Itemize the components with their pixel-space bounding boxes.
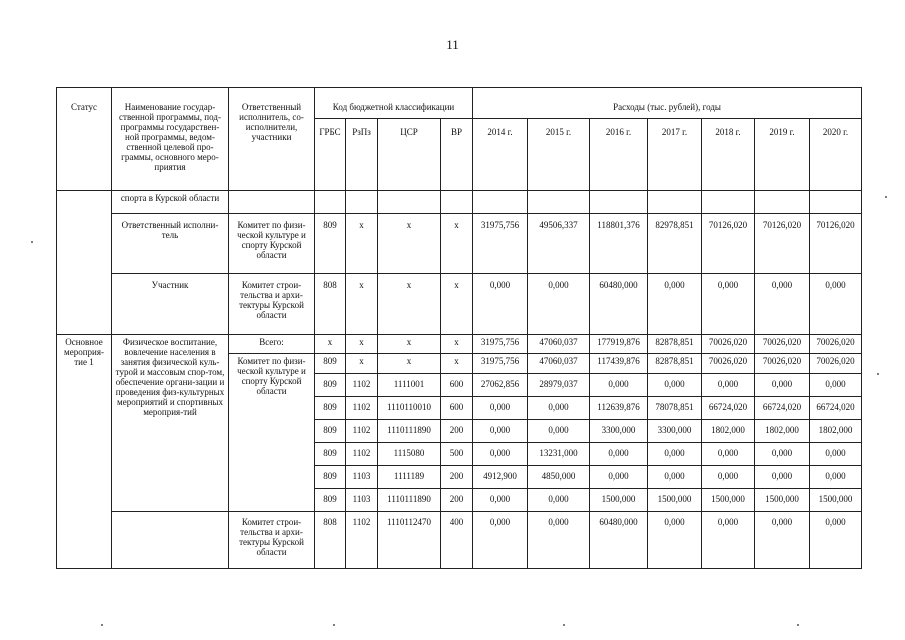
value-cell: 28979,037 — [528, 374, 590, 397]
rzpz-cell: 1103 — [346, 465, 378, 488]
csr-cell: х — [378, 354, 441, 374]
value-cell: 0,000 — [810, 465, 862, 488]
value-cell: 0,000 — [473, 488, 528, 511]
grbs-cell: 808 — [315, 274, 346, 334]
table-row — [57, 191, 862, 214]
value-cell: 0,000 — [702, 442, 755, 465]
value-cell: 1500,000 — [810, 488, 862, 511]
value-cell: 0,000 — [810, 274, 862, 334]
header-grbs: ГРБС — [315, 119, 346, 191]
value-cell: 47060,037 — [528, 334, 590, 354]
budget-table — [56, 87, 862, 569]
value-cell: 1802,000 — [755, 420, 810, 443]
csr-cell: 1110110010 — [378, 397, 441, 420]
table-row — [57, 274, 862, 334]
grbs-cell: 809 — [315, 374, 346, 397]
csr-cell: 1110111890 — [378, 420, 441, 443]
value-cell: 0,000 — [528, 488, 590, 511]
rzpz-cell: 1102 — [346, 442, 378, 465]
vr-cell: 500 — [441, 442, 473, 465]
empty-cell — [528, 191, 590, 214]
value-cell: 0,000 — [648, 274, 702, 334]
scan-speck — [31, 241, 33, 243]
vr-cell: 200 — [441, 465, 473, 488]
value-cell: 70026,020 — [755, 354, 810, 374]
rzpz-cell: 1103 — [346, 488, 378, 511]
scan-speck — [333, 624, 335, 626]
empty-cell — [590, 191, 648, 214]
value-cell: 0,000 — [648, 511, 702, 568]
value-cell: 3300,000 — [648, 420, 702, 443]
csr-cell: 1115080 — [378, 442, 441, 465]
value-cell: 47060,037 — [528, 354, 590, 374]
vr-cell: х — [441, 274, 473, 334]
table-row — [57, 334, 862, 354]
value-cell: 0,000 — [528, 274, 590, 334]
value-cell: 13231,000 — [528, 442, 590, 465]
status-cell-empty — [57, 191, 112, 335]
value-cell: 78078,851 — [648, 397, 702, 420]
empty-cell — [229, 191, 315, 214]
name-cell: Ответственный исполни-тель — [112, 213, 229, 273]
value-cell: 1500,000 — [590, 488, 648, 511]
rzpz-cell: 1102 — [346, 420, 378, 443]
header-vr: ВР — [441, 119, 473, 191]
value-cell: 31975,756 — [473, 334, 528, 354]
value-cell: 27062,856 — [473, 374, 528, 397]
value-cell: 66724,020 — [810, 397, 862, 420]
rzpz-cell: х — [346, 213, 378, 273]
executor-cell: Комитет строи-тельства и архи-тектуры Курской области — [229, 274, 315, 334]
name-cell-empty — [112, 511, 229, 568]
value-cell: 0,000 — [473, 511, 528, 568]
header-code-group: Код бюджетной классификации — [315, 88, 473, 119]
value-cell: 4850,000 — [528, 465, 590, 488]
executor-cell: Всего: — [229, 334, 315, 354]
header-expenses-group: Расходы (тыс. рублей), годы — [473, 88, 862, 119]
empty-cell — [315, 191, 346, 214]
csr-cell: х — [378, 334, 441, 354]
empty-cell — [702, 191, 755, 214]
csr-cell: х — [378, 274, 441, 334]
value-cell: 0,000 — [702, 374, 755, 397]
value-cell: 60480,000 — [590, 511, 648, 568]
scan-speck — [797, 624, 799, 626]
vr-cell: 600 — [441, 374, 473, 397]
name-cell: Физическое воспитание, вовлечение населения в занятия физической куль-турой и массовым спор-том, обеспечение органи-зации и проведения физ-культурных мероприятий и спортивных мероприя-тий — [112, 334, 229, 511]
value-cell: 1500,000 — [702, 488, 755, 511]
value-cell: 70026,020 — [810, 354, 862, 374]
value-cell: 1500,000 — [648, 488, 702, 511]
header-year: 2018 г. — [702, 119, 755, 191]
rzpz-cell: х — [346, 354, 378, 374]
value-cell: 0,000 — [473, 274, 528, 334]
value-cell: 1500,000 — [755, 488, 810, 511]
grbs-cell: 809 — [315, 465, 346, 488]
grbs-cell: 809 — [315, 397, 346, 420]
value-cell: 0,000 — [755, 374, 810, 397]
value-cell: 0,000 — [702, 465, 755, 488]
rzpz-cell: 1102 — [346, 511, 378, 568]
vr-cell: 200 — [441, 420, 473, 443]
value-cell: 0,000 — [528, 511, 590, 568]
executor-cell: Комитет строи-тельства и архи-тектуры Курской области — [229, 511, 315, 568]
value-cell: 177919,876 — [590, 334, 648, 354]
rzpz-cell: х — [346, 274, 378, 334]
value-cell: 70126,020 — [702, 213, 755, 273]
rzpz-cell: х — [346, 334, 378, 354]
value-cell: 66724,020 — [702, 397, 755, 420]
value-cell: 0,000 — [755, 274, 810, 334]
value-cell: 0,000 — [755, 442, 810, 465]
value-cell: 82878,851 — [648, 354, 702, 374]
scan-speck — [877, 373, 879, 375]
grbs-cell: 809 — [315, 442, 346, 465]
csr-cell: 1111001 — [378, 374, 441, 397]
header-executor: Ответственный исполнитель, со-исполнители, участники — [229, 88, 315, 191]
value-cell: 0,000 — [810, 442, 862, 465]
grbs-cell: 808 — [315, 511, 346, 568]
value-cell: 0,000 — [528, 397, 590, 420]
value-cell: 0,000 — [590, 442, 648, 465]
value-cell: 0,000 — [810, 511, 862, 568]
scan-speck — [563, 624, 565, 626]
vr-cell: 600 — [441, 397, 473, 420]
page-number: 11 — [446, 37, 459, 52]
csr-cell: 1110111890 — [378, 488, 441, 511]
header-year: 2014 г. — [473, 119, 528, 191]
value-cell: 117439,876 — [590, 354, 648, 374]
value-cell: 0,000 — [648, 442, 702, 465]
table-row — [57, 511, 862, 568]
name-cell: Участник — [112, 274, 229, 334]
value-cell: 0,000 — [702, 274, 755, 334]
value-cell: 3300,000 — [590, 420, 648, 443]
empty-cell — [378, 191, 441, 214]
header-name: Наименование государ-ственной программы, под-программы государствен-ной программы, ведом-ственной целевой про-граммы, основного меро-приятия — [112, 88, 229, 191]
header-year: 2017 г. — [648, 119, 702, 191]
value-cell: 82878,851 — [648, 334, 702, 354]
rzpz-cell: 1102 — [346, 374, 378, 397]
value-cell: 0,000 — [648, 465, 702, 488]
vr-cell: х — [441, 213, 473, 273]
scan-speck — [885, 196, 887, 198]
name-cell: спорта в Курской области — [112, 191, 229, 214]
value-cell: 0,000 — [473, 442, 528, 465]
header-year: 2015 г. — [528, 119, 590, 191]
value-cell: 118801,376 — [590, 213, 648, 273]
value-cell: 0,000 — [810, 374, 862, 397]
value-cell: 1802,000 — [702, 420, 755, 443]
scan-speck — [101, 624, 103, 626]
table-row — [57, 213, 862, 273]
value-cell: 70026,020 — [702, 354, 755, 374]
empty-cell — [346, 191, 378, 214]
value-cell: 4912,900 — [473, 465, 528, 488]
grbs-cell: 809 — [315, 488, 346, 511]
vr-cell: 400 — [441, 511, 473, 568]
value-cell: 0,000 — [648, 374, 702, 397]
status-cell: Основное мероприя-тие 1 — [57, 334, 112, 568]
empty-cell — [810, 191, 862, 214]
value-cell: 70126,020 — [810, 213, 862, 273]
value-cell: 0,000 — [590, 374, 648, 397]
executor-cell: Комитет по физи-ческой культуре и спорту Курской области — [229, 213, 315, 273]
vr-cell: х — [441, 354, 473, 374]
header-year: 2016 г. — [590, 119, 648, 191]
csr-cell: 1110112470 — [378, 511, 441, 568]
value-cell: 60480,000 — [590, 274, 648, 334]
value-cell: 70026,020 — [810, 334, 862, 354]
value-cell: 0,000 — [755, 511, 810, 568]
grbs-cell: х — [315, 334, 346, 354]
vr-cell: 200 — [441, 488, 473, 511]
grbs-cell: 809 — [315, 354, 346, 374]
header-year: 2020 г. — [810, 119, 862, 191]
empty-cell — [755, 191, 810, 214]
empty-cell — [441, 191, 473, 214]
header-status: Статус — [57, 88, 112, 191]
grbs-cell: 809 — [315, 213, 346, 273]
value-cell: 0,000 — [473, 397, 528, 420]
value-cell: 0,000 — [755, 465, 810, 488]
value-cell: 0,000 — [473, 420, 528, 443]
header-year: 2019 г. — [755, 119, 810, 191]
value-cell: 49506,337 — [528, 213, 590, 273]
empty-cell — [648, 191, 702, 214]
value-cell: 70126,020 — [755, 213, 810, 273]
grbs-cell: 809 — [315, 420, 346, 443]
value-cell: 0,000 — [528, 420, 590, 443]
value-cell: 0,000 — [590, 465, 648, 488]
value-cell: 70026,020 — [755, 334, 810, 354]
value-cell: 66724,020 — [755, 397, 810, 420]
empty-cell — [473, 191, 528, 214]
csr-cell: 1111189 — [378, 465, 441, 488]
vr-cell: х — [441, 334, 473, 354]
value-cell: 70026,020 — [702, 334, 755, 354]
header-rzpz: РзПз — [346, 119, 378, 191]
value-cell: 82978,851 — [648, 213, 702, 273]
executor-cell: Комитет по физи-ческой культуре и спорту Курской области — [229, 354, 315, 511]
value-cell: 31975,756 — [473, 213, 528, 273]
rzpz-cell: 1102 — [346, 397, 378, 420]
value-cell: 1802,000 — [810, 420, 862, 443]
value-cell: 0,000 — [702, 511, 755, 568]
value-cell: 31975,756 — [473, 354, 528, 374]
header-csr: ЦСР — [378, 119, 441, 191]
value-cell: 112639,876 — [590, 397, 648, 420]
csr-cell: х — [378, 213, 441, 273]
